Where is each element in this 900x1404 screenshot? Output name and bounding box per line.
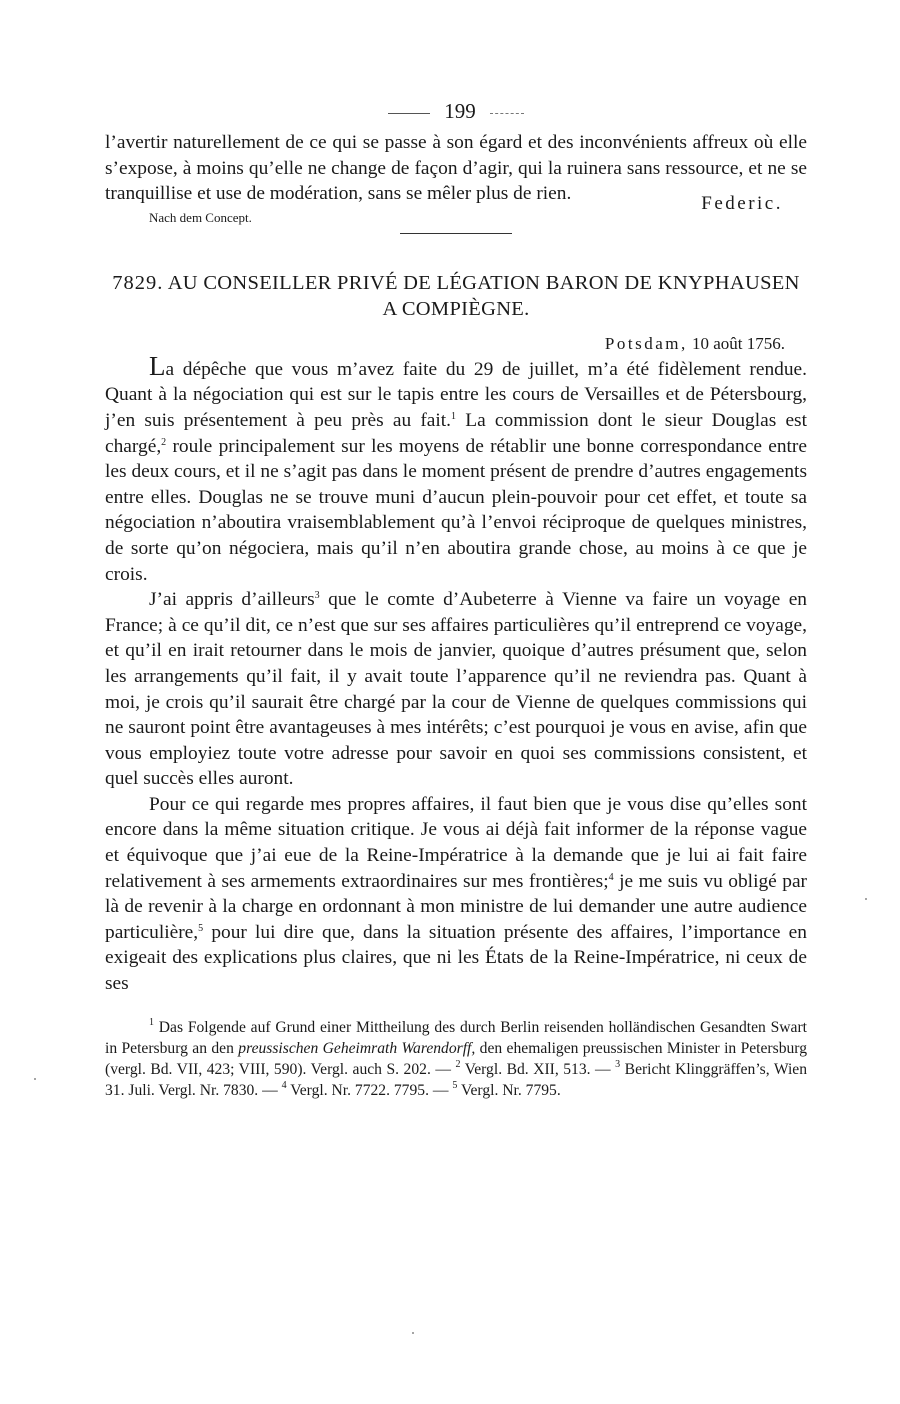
page-header xyxy=(105,92,807,130)
signature: Federic. xyxy=(701,192,783,214)
dateline-place: Potsdam, xyxy=(604,333,688,353)
footnote-italic: preussischen Geheimrath Warendorff, xyxy=(238,1039,476,1057)
letter-number: 7829. xyxy=(112,271,164,294)
scan-speck xyxy=(34,1078,36,1080)
footnote-ref-1: 1 xyxy=(451,410,457,422)
footnote-text: $^1$ Das Folgende auf Grund einer Mittheilung des durch Berlin reisenden holländischen Gesandten Swart in Petersburg an den preussischen Geheimrath Warendorff, den ehemaligen preussischen Minister in Petersburg (vergl. Bd. VII, 423; VIII, 590). Vergl. auch S. 202. — $^2$ Vergl. Bd. XII, 513. — $^3$ Bericht Klinggräffen’s, Wien 31. Juli. Vergl. Nr. 7830. — $^4$ Vergl. Nr. 7722. 7795. — $^5$ Vergl. Nr. 7795. xyxy=(105,1016,807,1099)
letter-title: AU CONSEILLER PRIVÉ DE LÉGATION BARON DE KNYPHAUSEN A COMPIÈGNE. xyxy=(167,271,800,320)
footnote-marker-2: 2 xyxy=(455,1058,461,1070)
footnote-marker-4: 4 xyxy=(281,1079,287,1091)
footnotes xyxy=(105,1017,807,1101)
section-divider xyxy=(400,233,512,234)
letter-heading xyxy=(105,270,807,322)
footnote-marker-5: 5 xyxy=(452,1079,458,1091)
source-note: Nach dem Concept. xyxy=(149,209,252,225)
footnote-ref-3: 3 xyxy=(314,590,320,602)
body-paragraph-2: J’ai appris d’ailleurs$^3$ que le comte d’Aubeterre à Vienne va faire un voyage en France; à ce qu’il dit, ce n’est que sur ses affaires particulières qu’il entreprend ce voyage, et qu’il en irait retourner dans le mois de janvier, quoique d’autres présument que, selon les arrangements qu’il fait, il y avait toute l’apparence qu’il ne reviendra pas. Quant à moi, je crois qu’il saurait être chargé par la cour de Vienne de quelques commissions qui ne sauront point être avantageuses à mes intérêts; c’est pourquoi je vous en avise, afin que vous employiez toute votre adresse pour savoir en quoi ses commissions consistent, et quel succès elles auront. xyxy=(105,589,807,790)
opening-paragraph: l’avertir naturellement de ce qui se passe à son égard et des inconvénients affreux où elle s’expose, à moins qu’elle ne change de façon d’agir, qui la ruinera sans ressource, et ne se tranquillise et use de modération, sans se mêler plus de rien. xyxy=(105,132,807,205)
body-paragraph-3: Pour ce qui regarde mes propres affaires, il faut bien que je vous dise qu’elles sont encore dans la même situation critique. Je vous ai déjà fait informer de la réponse vague et équivoque que j’ai eue de la Reine-Impératrice à la demande que je lui ai fait faire relativement à ses armements extraordinaires sur mes frontières;$^4$ je me suis vu obligé par là de revenir à la charge en ordonnant à mon ministre de lui demander une autre audience particulière,$^5$ pour lui dire que, dans la situation présente des affaires, l’importance en exigeait des explications plus claires, que ni les États de la Reine-Impératrice, ni ceux de ses xyxy=(105,793,808,995)
scan-speck xyxy=(412,1332,414,1334)
header-rule-left xyxy=(388,113,430,114)
header-rule-right xyxy=(490,113,524,114)
dateline xyxy=(105,332,807,356)
footnote-ref-2: 2 xyxy=(161,436,167,448)
footnote-ref-4: 4 xyxy=(608,871,614,883)
body-paragraph-1: La dépêche que vous m’avez faite du 29 de juillet, m’a été fidèlement rendue. Quant à la négociation qui est sur le tapis entre les cours de Versailles et de Pétersbourg, j’en suis présentement à peu près au fait.$^1$ La commission dont le sieur Douglas est chargé,$^2$ roule principalement sur les moyens de rétablir une bonne correspondance entre les deux cours, et il ne s’agit pas dans le moment présent de prendre d’autres engagements entre elles. Douglas ne se trouve muni d’aucun plein-pouvoir pour cet effet, et toute sa négociation n’aboutira vraisemblablement qu’à l’envoi réciproque de quelques ministres, de sorte qu’on négociera, mais qu’il n’en aboutira grande chose, au moins à ce que je crois. xyxy=(105,350,807,585)
initial-letter: L xyxy=(149,350,166,381)
footnote-ref-5: 5 xyxy=(198,922,204,934)
footnote-marker-1: 1 xyxy=(149,1016,154,1028)
footnote-marker-3: 3 xyxy=(615,1058,621,1070)
closing-block xyxy=(105,192,807,227)
page-number: 199 xyxy=(444,99,476,123)
scan-speck xyxy=(865,898,867,900)
dateline-date: 10 août 1756. xyxy=(691,333,785,353)
document-page xyxy=(105,92,807,1101)
